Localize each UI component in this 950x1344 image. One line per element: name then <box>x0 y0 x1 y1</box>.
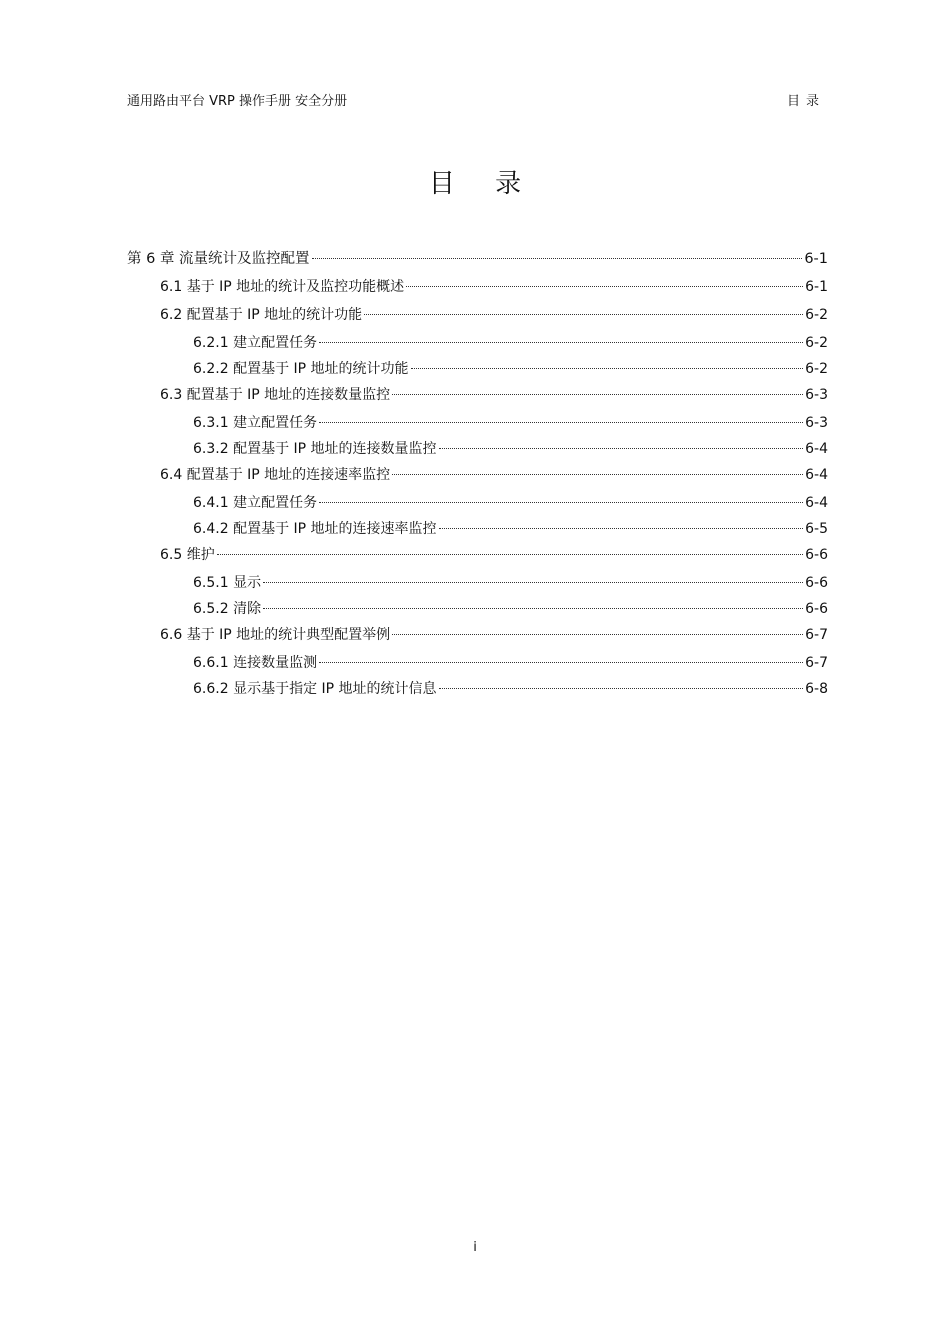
toc-entry-page: 6-1 <box>805 279 828 295</box>
toc-entry[interactable] <box>127 276 828 304</box>
toc-entry-title: 6.1 基于 IP 地址的统计及监控功能概述 <box>160 279 405 295</box>
toc-dot-leader <box>263 608 803 609</box>
toc-dot-leader <box>392 394 803 395</box>
toc-dot-leader <box>411 368 804 369</box>
toc-entry-title: 6.2 配置基于 IP 地址的统计功能 <box>160 307 363 323</box>
toc-entry[interactable] <box>127 464 828 492</box>
toc-dot-leader <box>406 286 803 287</box>
toc-entry-title: 6.3.1 建立配置任务 <box>193 415 318 431</box>
toc-entry[interactable] <box>127 358 828 384</box>
toc-dot-leader <box>392 474 803 475</box>
toc-entry[interactable] <box>127 572 828 598</box>
toc-entry[interactable] <box>127 598 828 624</box>
toc-entry-title: 6.3.2 配置基于 IP 地址的连接数量监控 <box>193 441 437 457</box>
toc-entry[interactable] <box>127 652 828 678</box>
toc-dot-leader <box>319 662 803 663</box>
toc-entry-page: 6-1 <box>804 251 828 267</box>
toc-entry-title: 6.3 配置基于 IP 地址的连接数量监控 <box>160 387 391 403</box>
toc-entry[interactable] <box>127 438 828 464</box>
toc-dot-leader <box>312 258 803 259</box>
toc-entry-title: 6.6.2 显示基于指定 IP 地址的统计信息 <box>193 681 437 697</box>
toc-entry-page: 6-2 <box>805 335 828 351</box>
toc-entry-page: 6-3 <box>805 415 828 431</box>
toc-entry-page: 6-4 <box>805 467 828 483</box>
running-header-title: 通用路由平台 VRP 操作手册 安全分册 <box>127 94 348 109</box>
toc-dot-leader <box>439 528 804 529</box>
toc-entry[interactable] <box>127 384 828 412</box>
toc-entry-title: 6.4 配置基于 IP 地址的连接速率监控 <box>160 467 391 483</box>
toc-entry-page: 6-2 <box>805 307 828 323</box>
toc-entry-title: 第 6 章 流量统计及监控配置 <box>127 251 310 267</box>
toc-dot-leader <box>439 688 804 689</box>
page-number: i <box>473 1240 477 1255</box>
toc-dot-leader <box>319 502 803 503</box>
toc-entry[interactable] <box>127 518 828 544</box>
running-header-section: 目录 <box>786 94 825 109</box>
toc-dot-leader <box>319 342 803 343</box>
toc-dot-leader <box>439 448 804 449</box>
toc-entry[interactable] <box>127 248 828 276</box>
toc-entry[interactable] <box>127 678 828 704</box>
toc-dot-leader <box>217 554 803 555</box>
toc-entry[interactable] <box>127 412 828 438</box>
toc-entry[interactable] <box>127 624 828 652</box>
toc-entry-title: 6.5.2 清除 <box>193 601 262 617</box>
toc-entry-page: 6-6 <box>805 575 828 591</box>
toc-entry-page: 6-2 <box>805 361 828 377</box>
toc-entry-page: 6-6 <box>805 547 828 563</box>
toc-entry-title: 6.6 基于 IP 地址的统计典型配置举例 <box>160 627 391 643</box>
toc-dot-leader <box>319 422 803 423</box>
toc-entry-page: 6-4 <box>805 495 828 511</box>
toc-entry-title: 6.5.1 显示 <box>193 575 262 591</box>
toc-dot-leader <box>392 634 803 635</box>
toc-entry-page: 6-3 <box>805 387 828 403</box>
toc-entry-page: 6-7 <box>805 655 828 671</box>
toc-entry-title: 6.4.1 建立配置任务 <box>193 495 318 511</box>
toc-entry-page: 6-6 <box>805 601 828 617</box>
toc-entry-page: 6-8 <box>805 681 828 697</box>
toc-entry-title: 6.6.1 连接数量监测 <box>193 655 318 671</box>
toc-entry[interactable] <box>127 304 828 332</box>
page-title: 目 录 <box>428 169 538 199</box>
toc-entry-title: 6.4.2 配置基于 IP 地址的连接速率监控 <box>193 521 437 537</box>
toc-entry-title: 6.2.1 建立配置任务 <box>193 335 318 351</box>
toc-dot-leader <box>263 582 803 583</box>
table-of-contents <box>127 248 828 704</box>
toc-entry-page: 6-7 <box>805 627 828 643</box>
toc-entry[interactable] <box>127 544 828 572</box>
toc-entry-title: 6.2.2 配置基于 IP 地址的统计功能 <box>193 361 409 377</box>
toc-entry-page: 6-5 <box>805 521 828 537</box>
toc-entry[interactable] <box>127 492 828 518</box>
toc-entry-title: 6.5 维护 <box>160 547 215 563</box>
toc-entry-page: 6-4 <box>805 441 828 457</box>
toc-entry[interactable] <box>127 332 828 358</box>
toc-dot-leader <box>364 314 803 315</box>
